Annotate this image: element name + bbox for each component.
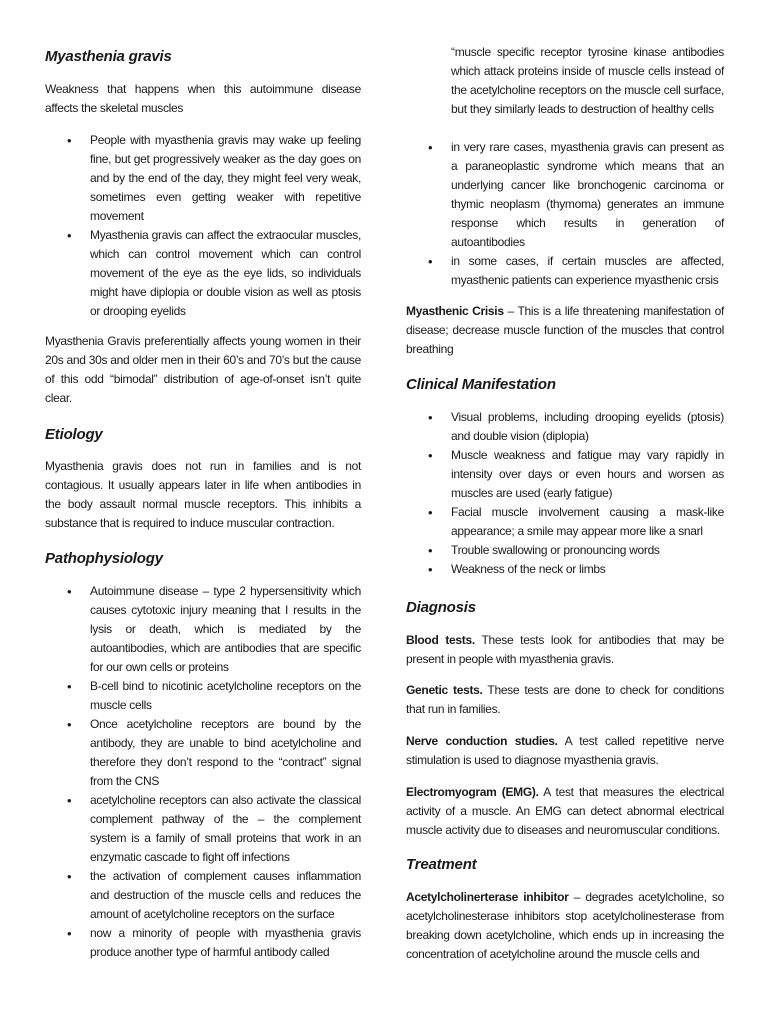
- mg-bullet-list: [45, 131, 361, 321]
- list-item: • Trouble swallowing or pronouncing words: [406, 541, 724, 560]
- mg-para2: Myasthenia Gravis preferentially affects young women in their 20s and 30s and older men in their 60’s and 70’s but the cause of this odd “bimodal” distribution of age-of-onset isn’t quite clear.: [45, 334, 361, 405]
- list-item: • Visual problems, including drooping eyelids (ptosis) and double vision (diplopia): [406, 408, 724, 446]
- patho-bullet-list-cont: [406, 138, 724, 290]
- ache-text: – degrades acetylcholine, so acetylcholinesterase inhibitors stop acetylcholinesterase from breaking down acetylcholine, which ends up in increasing the concentration of acetylcholine around the muscle cells and: [406, 890, 724, 961]
- blood-tests: [406, 631, 724, 669]
- heading-diagnosis: Diagnosis: [406, 599, 476, 616]
- nerve-text: A test called repetitive nerve stimulation is used to diagnose myasthenia gravis.: [406, 734, 724, 767]
- ache-label: Acetylcholinerterase inhibitor: [406, 890, 569, 904]
- genetic-label: Genetic tests.: [406, 683, 483, 697]
- mg-intro: Weakness that happens when this autoimmune disease affects the skeletal muscles: [45, 82, 361, 115]
- etiology-text: Myasthenia gravis does not run in families and is not contagious. It usually appears later in life when antibodies in the body assault normal muscle receptors. This inhibits a substance that is required to induce muscular contraction.: [45, 459, 361, 530]
- genetic-text: These tests are done to check for conditions that run in families.: [406, 683, 724, 716]
- crisis-label: Myasthenic Crisis: [406, 304, 504, 318]
- list-item: • in some cases, if certain muscles are affected, myasthenic patients can experience myasthenic crsis: [406, 252, 724, 290]
- list-item: • Myasthenia gravis can affect the extraocular muscles, which can control movement which can control movement of the eye as the eye lids, so individuals might have diplopia or double vision as well as ptosis or drooping eyelids: [45, 226, 361, 321]
- heading-clinical-manifestation: Clinical Manifestation: [406, 376, 556, 393]
- heading-pathophysiology: Pathophysiology: [45, 550, 163, 567]
- nerve-label: Nerve conduction studies.: [406, 734, 558, 748]
- list-item: • B-cell bind to nicotinic acetylcholine receptors on the muscle cells: [45, 677, 361, 715]
- list-item: • Once acetylcholine receptors are bound by the antibody, they are unable to bind acetylcholine and therefore they don’t respond to the “contract” signal from the CNS: [45, 715, 361, 791]
- patho-bullet-list: [45, 582, 361, 962]
- myasthenic-crisis: [406, 302, 724, 359]
- list-item: • Facial muscle involvement causing a mask-like appearance; a smile may appear more like a snarl: [406, 503, 724, 541]
- list-item: • Muscle weakness and fatigue may vary rapidly in intensity over days or even hours and worsen as muscles are used (early fatigue): [406, 446, 724, 503]
- list-item: • Autoimmune disease – type 2 hypersensitivity which causes cytotoxic injury meaning that I results in the lysis or death, which is mediated by the autoantibodies, which are antibodies that are specific for our own cells or proteins: [45, 582, 361, 677]
- nerve-conduction: [406, 732, 724, 770]
- heading-treatment: Treatment: [406, 856, 477, 873]
- list-item: • People with myasthenia gravis may wake up feeling fine, but get progressively weaker as the day goes on and by the end of the day, they might feel very weak, sometimes even getting weaker with repetitive movement: [45, 131, 361, 226]
- ache-inhibitor: [406, 888, 724, 964]
- heading-etiology: Etiology: [45, 426, 103, 443]
- list-item: • the activation of complement causes inflammation and destruction of the muscle cells and reduces the amount of acetylcholine receptors on the surface: [45, 867, 361, 924]
- list-item: • now a minority of people with myasthenia gravis produce another type of harmful antibody called: [45, 924, 361, 962]
- list-item: • acetylcholine receptors can also activate the classical complement pathway of the – the complement system is a family of small proteins that work in an enzymatic cascade to fight off infections: [45, 791, 361, 867]
- blood-text: These tests look for antibodies that may be present in people with myasthenia gravis.: [406, 633, 724, 666]
- list-item: • in very rare cases, myasthenia gravis can present as a paraneoplastic syndrome which means that an underlying cancer like bronchogenic carcinoma or thymic neoplasm (thymoma) generates an immune response which results in generation of autoantibodies: [406, 138, 724, 252]
- heading-myasthenia-gravis: Myasthenia gravis: [45, 48, 172, 65]
- emg: [406, 783, 724, 840]
- list-item: • Weakness of the neck or limbs: [406, 560, 724, 579]
- crisis-text: – This is a life threatening manifestation of disease; decrease muscle function of the muscles that control breathing: [406, 304, 724, 356]
- blood-label: Blood tests.: [406, 633, 475, 647]
- genetic-tests: [406, 681, 724, 719]
- patho-continuation: “muscle specific receptor tyrosine kinase antibodies which attack proteins inside of muscle cells instead of the acetylcholine receptors on the muscle cell surface, but they similarly leads to destruction of healthy cells: [451, 45, 724, 116]
- emg-text: A test that measures the electrical activity of a muscle. An EMG can detect abnormal electrical muscle activity due to diseases and neuromuscular conditions.: [406, 785, 724, 837]
- clinical-bullet-list: [406, 408, 724, 579]
- emg-label: Electromyogram (EMG).: [406, 785, 539, 799]
